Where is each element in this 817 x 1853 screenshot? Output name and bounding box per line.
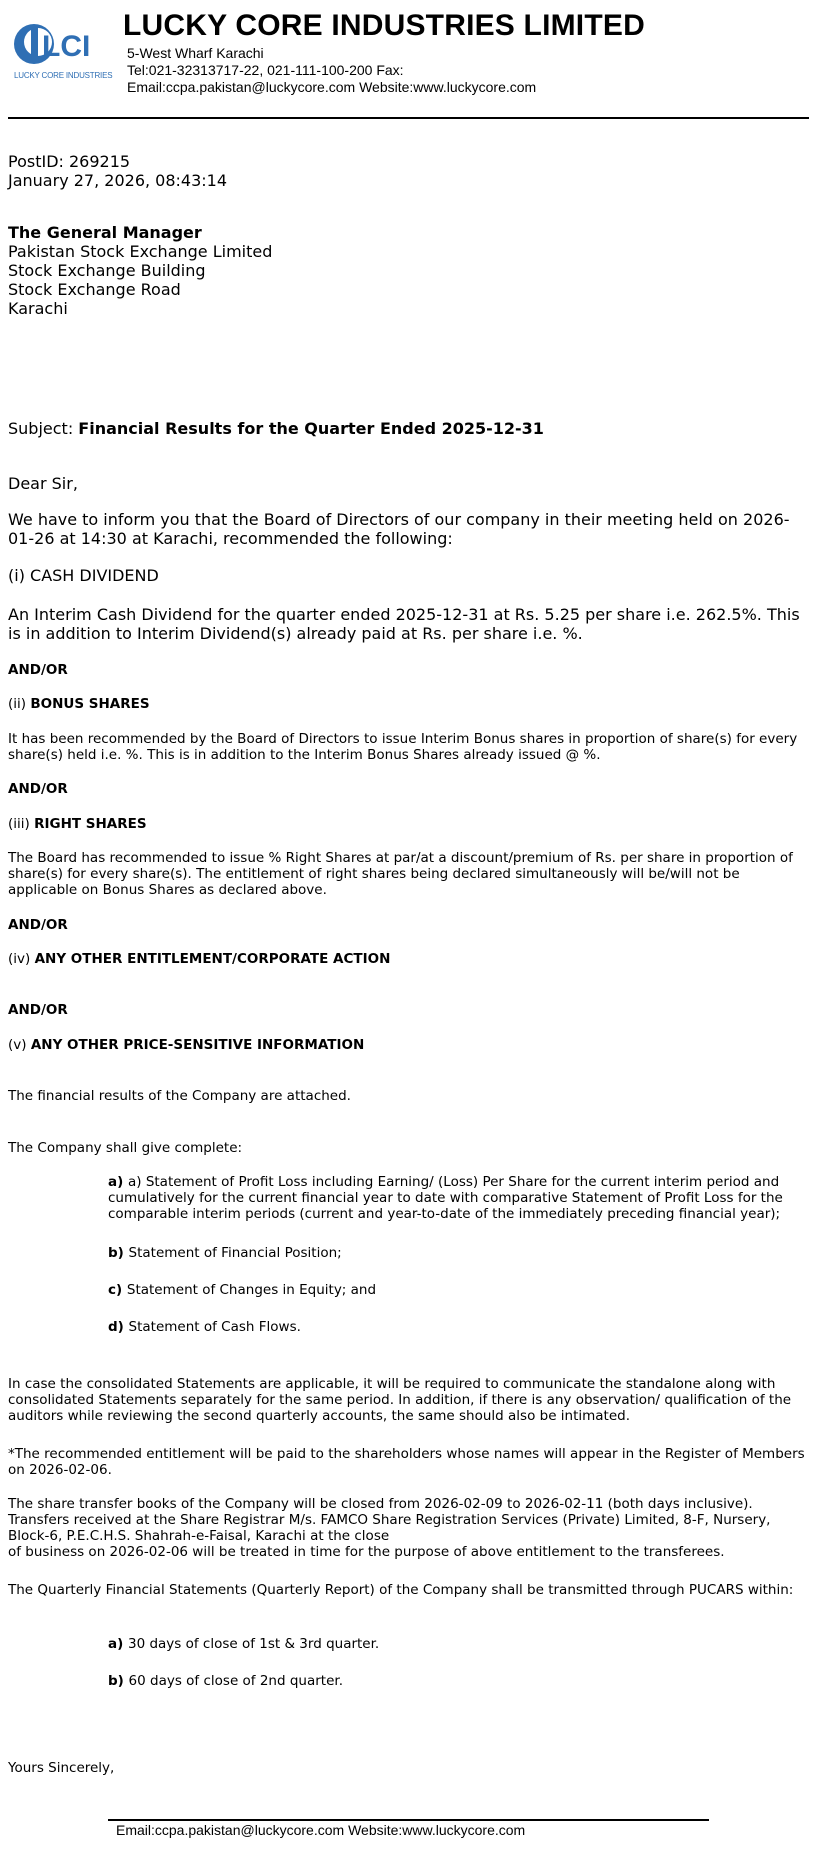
section-number: (iv)	[8, 951, 35, 967]
book-closure-line: of business on 2026-02-06 will be treated in time for the purpose of above entitlement to the transferees.	[8, 1544, 725, 1560]
right-shares-heading	[8, 816, 147, 832]
item-letter: d)	[108, 1319, 129, 1335]
item-text: Statement of Cash Flows.	[128, 1319, 301, 1335]
recipient-line: Pakistan Stock Exchange Limited	[8, 242, 273, 261]
item-text: 60 days of close of 2nd quarter.	[128, 1673, 343, 1689]
item-letter: a)	[108, 1174, 128, 1190]
section-number: (i)	[8, 566, 31, 585]
deadline-item	[108, 1673, 808, 1689]
entitlement-note: *The recommended entitlement will be paid to the shareholders whose names will appear in the Register of Members on 2026-02-06.	[8, 1446, 805, 1478]
closing: Yours Sincerely,	[8, 1760, 115, 1776]
section-title: CASH DIVIDEND	[30, 566, 159, 585]
company-contact: Email:ccpa.pakistan@luckycore.com Website:www.luckycore.com	[127, 79, 537, 95]
section-number: (v)	[8, 1037, 31, 1053]
and-or-label: AND/OR	[8, 781, 68, 797]
deadline-item	[108, 1636, 808, 1652]
item-text: 30 days of close of 1st & 3rd quarter.	[127, 1636, 380, 1652]
and-or-label: AND/OR	[8, 662, 68, 678]
item-text: Statement of Financial Position;	[128, 1245, 342, 1261]
recipient-line: Stock Exchange Building	[8, 261, 206, 280]
section-title: ANY OTHER PRICE-SENSITIVE INFORMATION	[30, 1037, 365, 1053]
and-or-label: AND/OR	[8, 1002, 68, 1018]
item-letter: a)	[108, 1636, 128, 1652]
item-letter: b)	[108, 1673, 129, 1689]
logo-subtext: LUCKY CORE INDUSTRIES	[14, 71, 113, 80]
salutation: Dear Sir,	[8, 474, 78, 493]
pucars-paragraph: The Quarterly Financial Statements (Quarterly Report) of the Company shall be transmitted through PUCARS within:	[8, 1582, 794, 1598]
company-phone: Tel:021-32313717-22, 021-111-100-200 Fax:	[127, 62, 404, 78]
subject-label: Subject:	[8, 419, 79, 438]
footer-divider	[108, 1819, 709, 1821]
recipient-line: Stock Exchange Road	[8, 280, 181, 299]
subject-text: Financial Results for the Quarter Ended 2025-12-31	[78, 419, 544, 438]
header-divider	[8, 117, 809, 119]
book-closure-line: The share transfer books of the Company will be closed from 2026-02-09 to 2026-02-11 (both days inclusive). Transfers received at the Share Registrar M/s. FAMCO Share Registration Services (Private) Limited, 8-F, Nursery, Block-6, P.E.C.H.S. Shahrah-e-Faisal, Karachi at the close	[8, 1496, 771, 1544]
statement-item	[108, 1319, 808, 1335]
section-number: (ii)	[8, 696, 31, 712]
consolidated-paragraph: In case the consolidated Statements are applicable, it will be required to communicate the standalone along with consolidated Statements separately for the same period. In addition, if there is any observation/ qualification of the auditors while reviewing the second quarterly accounts, the same should also be intimated.	[8, 1376, 792, 1424]
item-letter: b)	[108, 1245, 129, 1261]
book-closure-paragraph	[8, 1496, 808, 1560]
post-id: PostID: 269215	[8, 152, 131, 171]
recipient-title: The General Manager	[8, 223, 202, 242]
statement-item	[108, 1245, 808, 1261]
company-address: 5-West Wharf Karachi	[127, 45, 264, 61]
section-title: ANY OTHER ENTITLEMENT/CORPORATE ACTION	[34, 951, 391, 967]
statement-item	[108, 1282, 808, 1298]
logo-mark-icon	[12, 16, 104, 74]
statement-item	[108, 1174, 808, 1222]
bonus-shares-heading	[8, 696, 150, 712]
other-entitlement-heading	[8, 951, 390, 967]
intro-paragraph: We have to inform you that the Board of Directors of our company in their meeting held on 2026-01-26 at 14:30 at Karachi, recommended the following:	[8, 510, 790, 548]
item-letter: c)	[108, 1282, 127, 1298]
results-attached: The financial results of the Company are attached.	[8, 1088, 351, 1104]
logo-text: LCI	[42, 30, 91, 63]
section-title: RIGHT SHARES	[34, 816, 147, 832]
post-datetime: January 27, 2026, 08:43:14	[8, 171, 228, 190]
cash-dividend-body: An Interim Cash Dividend for the quarter ended 2025-12-31 at Rs. 5.25 per share i.e. 262.5%. This is in addition to Interim Dividend(s) already paid at Rs. per share i.e. %.	[8, 605, 800, 643]
right-shares-body: The Board has recommended to issue % Right Shares at par/at a discount/premium of Rs. per share in proportion of share(s) for every share(s). The entitlement of right shares being declared simultaneously will be/will not be applicable on Bonus Shares as declared above.	[8, 850, 793, 898]
subject-line	[8, 419, 544, 438]
cash-dividend-heading	[8, 566, 159, 585]
bonus-shares-body: It has been recommended by the Board of Directors to issue Interim Bonus shares in proportion of share(s) for every share(s) held i.e. %. This is in addition to the Interim Bonus Shares already issued @ %.	[8, 731, 798, 763]
recipient-line: Karachi	[8, 299, 68, 318]
item-text: Statement of Changes in Equity; and	[126, 1282, 377, 1298]
section-number: (iii)	[8, 816, 35, 832]
footer-contact: Email:ccpa.pakistan@luckycore.com Website:www.luckycore.com	[116, 1822, 526, 1838]
shall-give-intro: The Company shall give complete:	[8, 1140, 243, 1156]
and-or-label: AND/OR	[8, 917, 68, 933]
price-sensitive-heading	[8, 1037, 364, 1053]
item-text: a) Statement of Profit Loss including Earning/ (Loss) Per Share for the current interim period and cumulatively for the current financial year to date with comparative Statement of Profit Loss for the comparable interim periods (current and year-to-date of the immediately preceding financial year);	[108, 1174, 783, 1222]
section-title: BONUS SHARES	[30, 696, 150, 712]
company-name: LUCKY CORE INDUSTRIES LIMITED	[123, 9, 645, 42]
